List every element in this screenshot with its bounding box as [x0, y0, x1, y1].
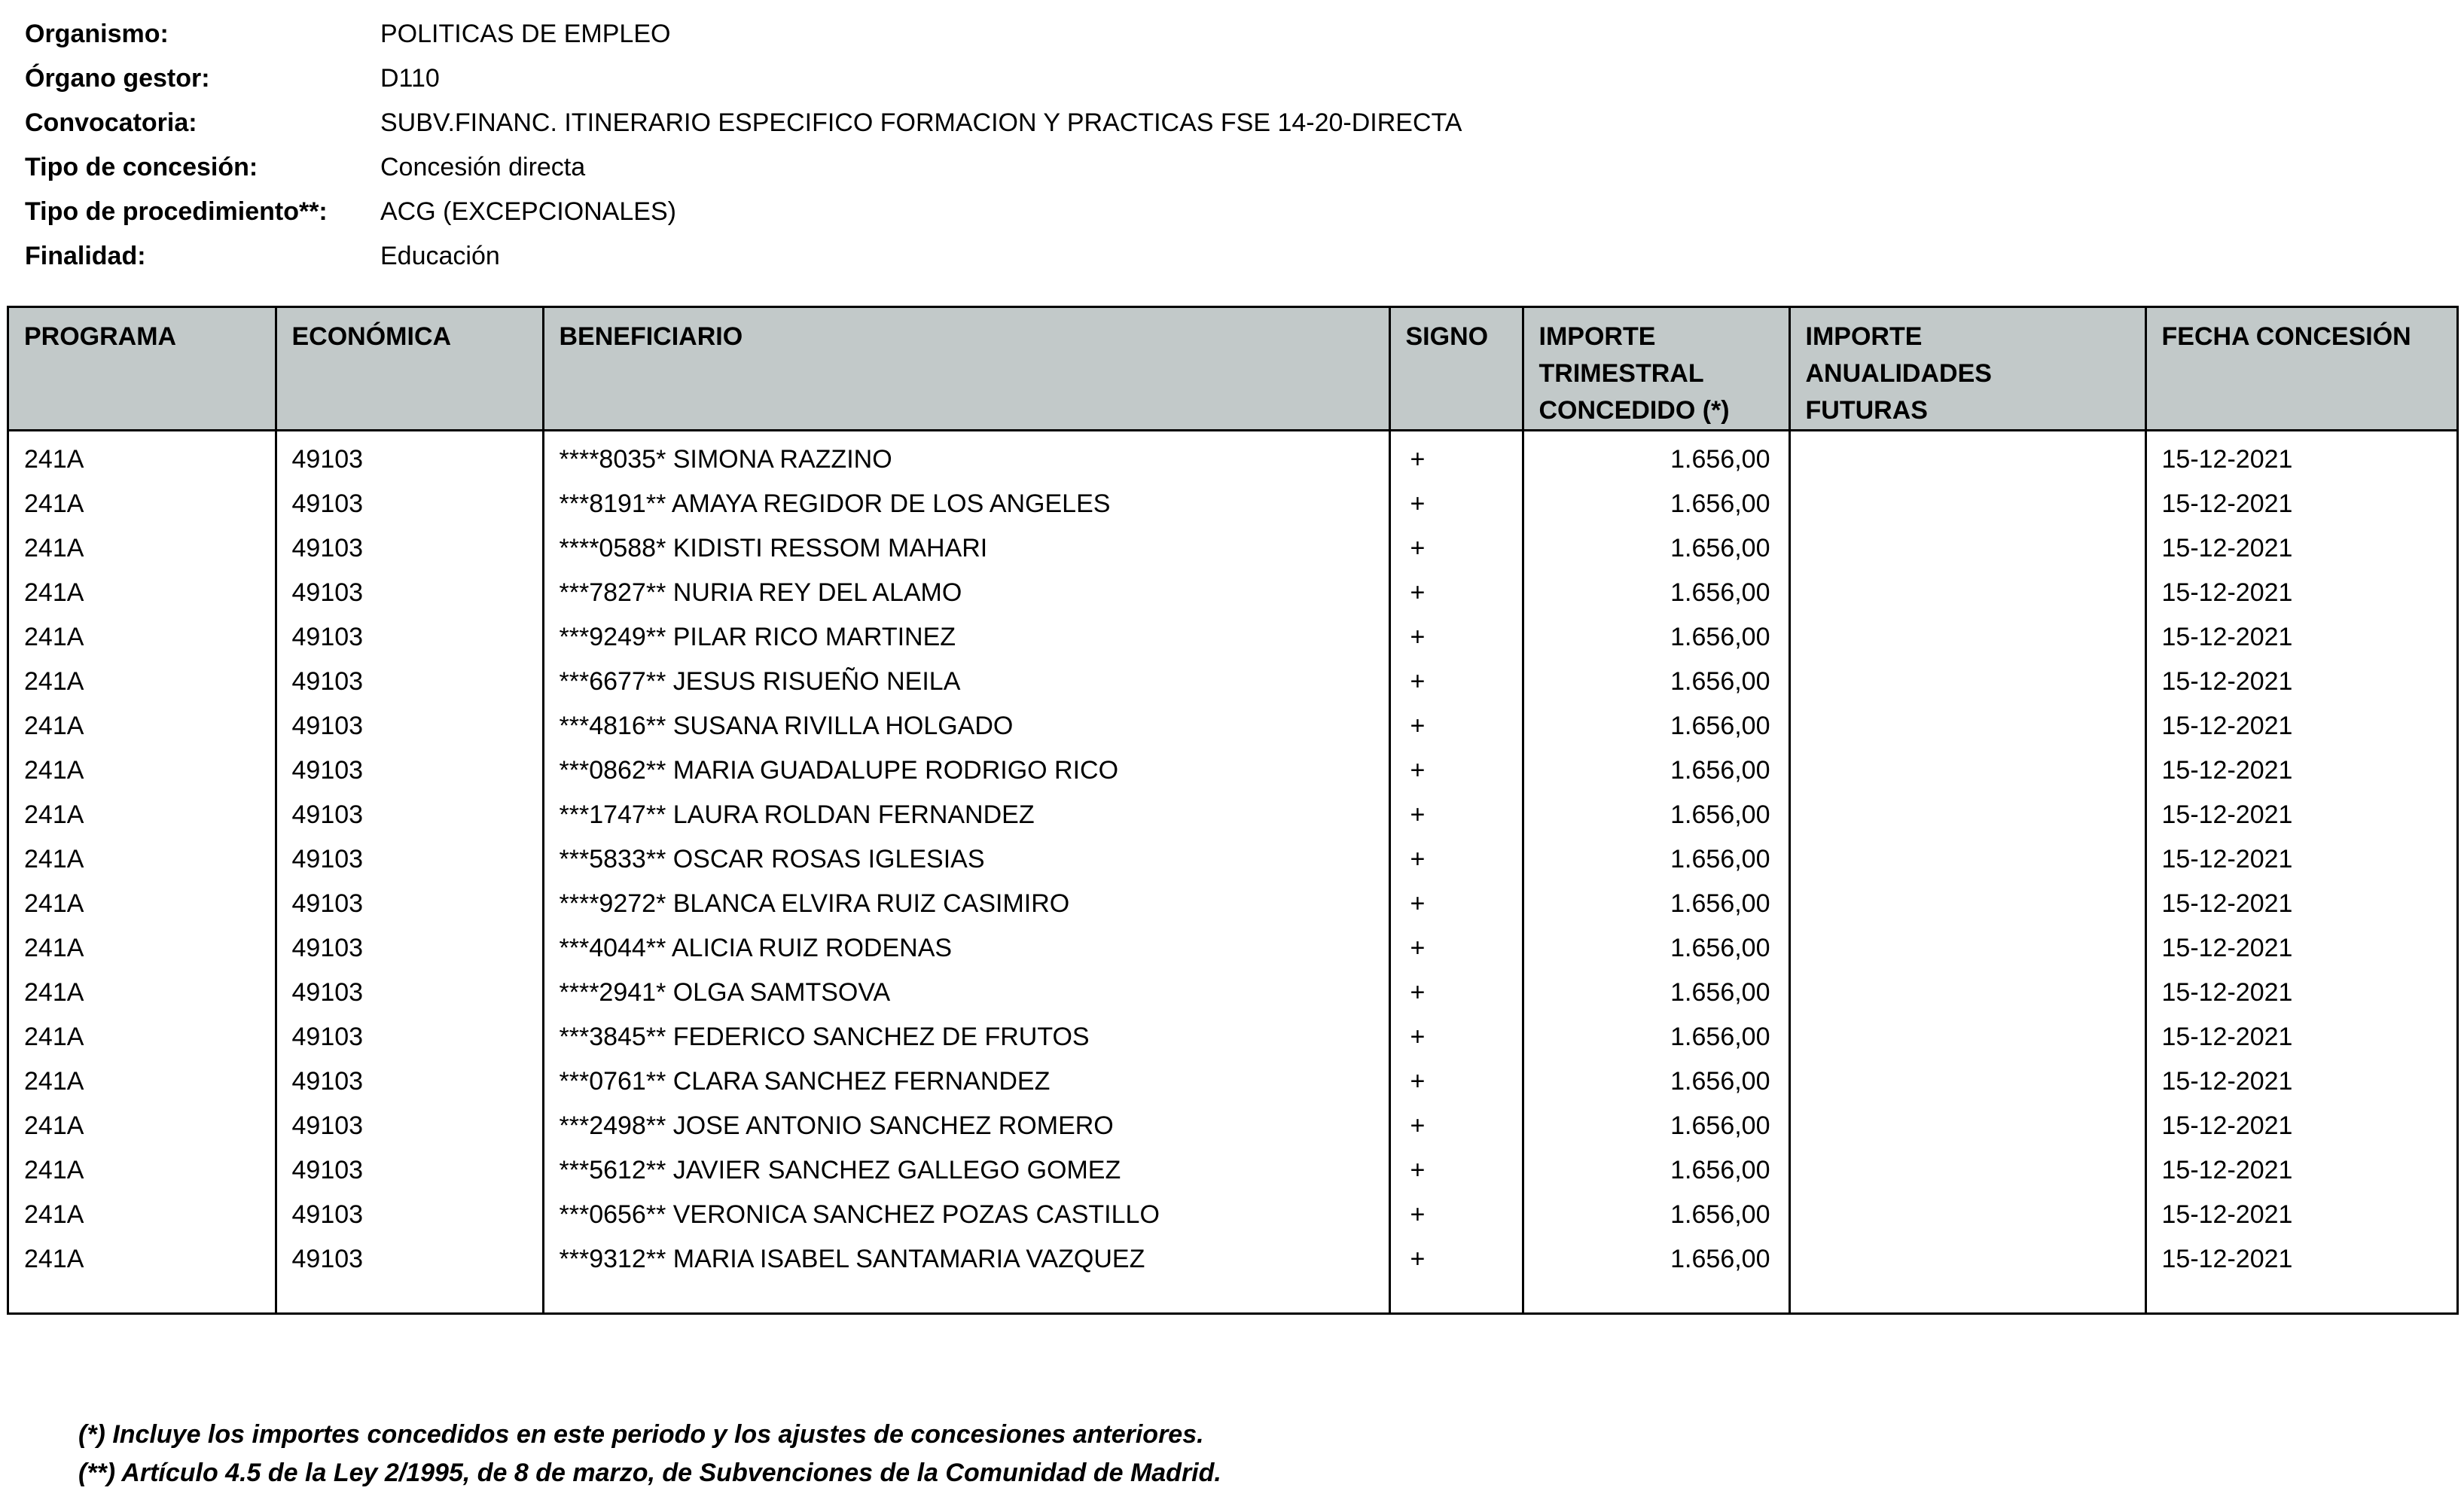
cell-futuras [1789, 431, 2145, 483]
filler-cell [2145, 1282, 2456, 1312]
column-header-line: FUTURAS [1805, 396, 1928, 425]
cell-beneficiario: ***0656** VERONICA SANCHEZ POZAS CASTILLO [543, 1193, 1389, 1237]
meta-label: Finalidad: [25, 242, 146, 270]
cell-fecha: 15-12-2021 [2161, 1023, 2293, 1051]
cell-futuras [1789, 660, 2145, 704]
cell-fecha: 15-12-2021 [2161, 712, 2293, 740]
cell-futuras [1789, 926, 2145, 971]
cell-importe: 1.656,00 [1523, 971, 1789, 1015]
meta-row-organismo [25, 12, 1983, 56]
cell-beneficiario: ***6677** JESUS RISUEÑO NEILA [543, 660, 1389, 704]
cell-importe: 1.656,00 [1523, 1059, 1789, 1104]
meta-label: Tipo de concesión: [25, 153, 258, 181]
cell-fecha: 15-12-2021 [2161, 489, 2293, 518]
cell-programa: 241A [9, 571, 276, 615]
cell-signo: + [1389, 660, 1523, 704]
cell-signo: + [1389, 837, 1523, 882]
header-row [9, 308, 2456, 431]
cell-fecha: 15-12-2021 [2161, 756, 2293, 785]
cell-beneficiario: ***1747** LAURA ROLDAN FERNANDEZ [543, 793, 1389, 837]
cell-beneficiario: ***4044** ALICIA RUIZ RODENAS [543, 926, 1389, 971]
cell-beneficiario: ***4816** SUSANA RIVILLA HOLGADO [543, 704, 1389, 748]
cell-economica: 49103 [276, 482, 543, 526]
cell-fecha: 15-12-2021 [2161, 623, 2293, 651]
cell-importe: 1.656,00 [1523, 660, 1789, 704]
cell-importe: 1.656,00 [1523, 615, 1789, 660]
table-row [9, 571, 2456, 615]
cell-economica: 49103 [276, 1148, 543, 1193]
cell-futuras [1789, 1148, 2145, 1193]
cell-importe: 1.656,00 [1523, 837, 1789, 882]
cell-importe: 1.656,00 [1523, 926, 1789, 971]
table-row [9, 748, 2456, 793]
cell-signo: + [1389, 1193, 1523, 1237]
cell-economica: 49103 [276, 1237, 543, 1282]
table-row [9, 793, 2456, 837]
cell-signo: + [1389, 1059, 1523, 1104]
cell-importe: 1.656,00 [1523, 882, 1789, 926]
cell-economica: 49103 [276, 882, 543, 926]
column-header-line: CONCEDIDO (*) [1538, 396, 1730, 425]
cell-signo: + [1389, 615, 1523, 660]
meta-label: Convocatoria: [25, 108, 197, 137]
cell-importe: 1.656,00 [1523, 1193, 1789, 1237]
column-header-fecha-concesion [2145, 308, 2456, 431]
cell-importe: 1.656,00 [1523, 1015, 1789, 1059]
cell-signo: + [1389, 971, 1523, 1015]
cell-signo: + [1389, 526, 1523, 571]
cell-beneficiario: ****2941* OLGA SAMTSOVA [543, 971, 1389, 1015]
cell-programa: 241A [9, 793, 276, 837]
cell-fecha: 15-12-2021 [2161, 1245, 2293, 1273]
cell-economica: 49103 [276, 1193, 543, 1237]
cell-economica: 49103 [276, 748, 543, 793]
column-header-line: IMPORTE [1538, 322, 1656, 351]
column-header-programa [9, 308, 276, 431]
cell-fecha: 15-12-2021 [2161, 578, 2293, 607]
cell-futuras [1789, 1104, 2145, 1148]
column-header-line: TRIMESTRAL [1538, 359, 1704, 388]
cell-signo: + [1389, 1148, 1523, 1193]
column-header-line: ECONÓMICA [291, 322, 452, 351]
table-row [9, 1193, 2456, 1237]
cell-futuras [1789, 1193, 2145, 1237]
cell-beneficiario: ***9249** PILAR RICO MARTINEZ [543, 615, 1389, 660]
table-row [9, 1237, 2456, 1282]
cell-futuras [1789, 748, 2145, 793]
table-row [9, 482, 2456, 526]
cell-importe: 1.656,00 [1523, 704, 1789, 748]
column-header-importe-trimestral [1523, 308, 1789, 431]
cell-fecha: 15-12-2021 [2161, 445, 2293, 474]
cell-economica: 49103 [276, 926, 543, 971]
cell-fecha: 15-12-2021 [2161, 800, 2293, 829]
table-row [9, 526, 2456, 571]
cell-importe: 1.656,00 [1523, 482, 1789, 526]
cell-economica: 49103 [276, 704, 543, 748]
column-header-line: PROGRAMA [24, 322, 177, 351]
cell-fecha: 15-12-2021 [2161, 934, 2293, 962]
header-metadata [25, 12, 1983, 279]
footnotes [78, 1416, 1221, 1492]
cell-economica: 49103 [276, 431, 543, 483]
cell-beneficiario: ***9312** MARIA ISABEL SANTAMARIA VAZQUEZ [543, 1237, 1389, 1282]
cell-signo: + [1389, 1015, 1523, 1059]
table-row [9, 1015, 2456, 1059]
cell-signo: + [1389, 748, 1523, 793]
cell-economica: 49103 [276, 837, 543, 882]
cell-futuras [1789, 1237, 2145, 1282]
cell-economica: 49103 [276, 526, 543, 571]
cell-beneficiario: ****9272* BLANCA ELVIRA RUIZ CASIMIRO [543, 882, 1389, 926]
cell-programa: 241A [9, 660, 276, 704]
cell-fecha: 15-12-2021 [2161, 845, 2293, 873]
meta-value: D110 [380, 64, 440, 93]
cell-futuras [1789, 882, 2145, 926]
column-header-line: ANUALIDADES [1805, 359, 1992, 388]
cell-futuras [1789, 1015, 2145, 1059]
filler-cell [276, 1282, 543, 1312]
cell-signo: + [1389, 704, 1523, 748]
table-row [9, 1059, 2456, 1104]
cell-futuras [1789, 1059, 2145, 1104]
column-header-economica [276, 308, 543, 431]
cell-futuras [1789, 615, 2145, 660]
filler-cell [1389, 1282, 1523, 1312]
meta-label: Organismo: [25, 20, 169, 48]
cell-economica: 49103 [276, 1104, 543, 1148]
cell-importe: 1.656,00 [1523, 748, 1789, 793]
filler-cell [1523, 1282, 1789, 1312]
table-row [9, 704, 2456, 748]
cell-beneficiario: ****0588* KIDISTI RESSOM MAHARI [543, 526, 1389, 571]
cell-signo: + [1389, 926, 1523, 971]
meta-row-organo-gestor [25, 56, 1983, 101]
meta-value: SUBV.FINANC. ITINERARIO ESPECIFICO FORMACION Y PRACTICAS FSE 14-20-DIRECTA [380, 108, 1462, 137]
table-row [9, 837, 2456, 882]
meta-row-finalidad [25, 234, 1983, 279]
cell-economica: 49103 [276, 615, 543, 660]
cell-importe: 1.656,00 [1523, 571, 1789, 615]
filler-cell [543, 1282, 1389, 1312]
footnote-ley: (**) Artículo 4.5 de la Ley 2/1995, de 8 de marzo, de Subvenciones de la Comunidad de Madrid. [78, 1459, 1221, 1487]
cell-importe: 1.656,00 [1523, 431, 1789, 483]
cell-signo: + [1389, 571, 1523, 615]
cell-programa: 241A [9, 1193, 276, 1237]
cell-programa: 241A [9, 837, 276, 882]
concessions-table [9, 308, 2456, 1312]
table-row [9, 971, 2456, 1015]
cell-fecha: 15-12-2021 [2161, 978, 2293, 1007]
table-row [9, 926, 2456, 971]
cell-programa: 241A [9, 526, 276, 571]
table-row [9, 1148, 2456, 1193]
cell-importe: 1.656,00 [1523, 1237, 1789, 1282]
column-header-signo [1389, 308, 1523, 431]
cell-economica: 49103 [276, 793, 543, 837]
cell-beneficiario: ***3845** FEDERICO SANCHEZ DE FRUTOS [543, 1015, 1389, 1059]
concessions-table-container [7, 306, 2459, 1315]
column-header-importe-futuras [1789, 308, 2145, 431]
meta-value: Concesión directa [380, 153, 586, 181]
cell-futuras [1789, 571, 2145, 615]
cell-futuras [1789, 482, 2145, 526]
cell-economica: 49103 [276, 571, 543, 615]
cell-beneficiario: ***5833** OSCAR ROSAS IGLESIAS [543, 837, 1389, 882]
cell-programa: 241A [9, 431, 276, 483]
meta-label: Tipo de procedimiento**: [25, 197, 328, 226]
cell-economica: 49103 [276, 1059, 543, 1104]
cell-programa: 241A [9, 615, 276, 660]
table-row [9, 882, 2456, 926]
cell-beneficiario: ***7827** NURIA REY DEL ALAMO [543, 571, 1389, 615]
cell-economica: 49103 [276, 1015, 543, 1059]
column-header-line: BENEFICIARIO [559, 322, 743, 351]
cell-futuras [1789, 793, 2145, 837]
cell-signo: + [1389, 482, 1523, 526]
meta-value: ACG (EXCEPCIONALES) [380, 197, 676, 226]
cell-signo: + [1389, 882, 1523, 926]
cell-fecha: 15-12-2021 [2161, 1156, 2293, 1184]
table-row [9, 431, 2456, 483]
table-row [9, 615, 2456, 660]
cell-programa: 241A [9, 704, 276, 748]
column-header-beneficiario [543, 308, 1389, 431]
cell-futuras [1789, 526, 2145, 571]
cell-fecha: 15-12-2021 [2161, 1111, 2293, 1140]
cell-signo: + [1389, 793, 1523, 837]
cell-programa: 241A [9, 1059, 276, 1104]
cell-fecha: 15-12-2021 [2161, 889, 2293, 918]
cell-programa: 241A [9, 1015, 276, 1059]
meta-row-convocatoria [25, 101, 1983, 145]
cell-signo: + [1389, 1104, 1523, 1148]
cell-programa: 241A [9, 482, 276, 526]
cell-fecha: 15-12-2021 [2161, 1200, 2293, 1229]
cell-importe: 1.656,00 [1523, 793, 1789, 837]
cell-beneficiario: ****8035* SIMONA RAZZINO [543, 431, 1389, 483]
cell-programa: 241A [9, 971, 276, 1015]
column-header-line: IMPORTE [1805, 322, 1923, 351]
footnote-importe: (*) Incluye los importes concedidos en este periodo y los ajustes de concesiones anteriores. [78, 1420, 1204, 1449]
cell-programa: 241A [9, 1237, 276, 1282]
cell-beneficiario: ***8191** AMAYA REGIDOR DE LOS ANGELES [543, 482, 1389, 526]
cell-importe: 1.656,00 [1523, 1104, 1789, 1148]
meta-row-tipo-procedimiento [25, 190, 1983, 234]
cell-signo: + [1389, 1237, 1523, 1282]
cell-programa: 241A [9, 1104, 276, 1148]
cell-futuras [1789, 971, 2145, 1015]
meta-value: POLITICAS DE EMPLEO [380, 20, 671, 48]
cell-economica: 49103 [276, 971, 543, 1015]
cell-signo: + [1389, 431, 1523, 483]
meta-label: Órgano gestor: [25, 64, 210, 93]
table-row [9, 1104, 2456, 1148]
cell-beneficiario: ***0862** MARIA GUADALUPE RODRIGO RICO [543, 748, 1389, 793]
cell-programa: 241A [9, 1148, 276, 1193]
cell-beneficiario: ***2498** JOSE ANTONIO SANCHEZ ROMERO [543, 1104, 1389, 1148]
table-filler-row [9, 1282, 2456, 1312]
cell-importe: 1.656,00 [1523, 1148, 1789, 1193]
column-header-line: FECHA CONCESIÓN [2161, 322, 2411, 351]
meta-row-tipo-concesion [25, 145, 1983, 190]
cell-beneficiario: ***5612** JAVIER SANCHEZ GALLEGO GOMEZ [543, 1148, 1389, 1193]
cell-futuras [1789, 704, 2145, 748]
cell-programa: 241A [9, 926, 276, 971]
cell-programa: 241A [9, 748, 276, 793]
filler-cell [1789, 1282, 2145, 1312]
cell-economica: 49103 [276, 660, 543, 704]
table-row [9, 660, 2456, 704]
table-body [9, 431, 2456, 1313]
cell-fecha: 15-12-2021 [2161, 667, 2293, 696]
filler-cell [9, 1282, 276, 1312]
column-header-line: SIGNO [1405, 322, 1489, 351]
meta-value: Educación [380, 242, 500, 270]
cell-futuras [1789, 837, 2145, 882]
cell-beneficiario: ***0761** CLARA SANCHEZ FERNANDEZ [543, 1059, 1389, 1104]
table-header [9, 308, 2456, 431]
cell-fecha: 15-12-2021 [2161, 1067, 2293, 1096]
cell-importe: 1.656,00 [1523, 526, 1789, 571]
cell-fecha: 15-12-2021 [2161, 534, 2293, 562]
cell-programa: 241A [9, 882, 276, 926]
